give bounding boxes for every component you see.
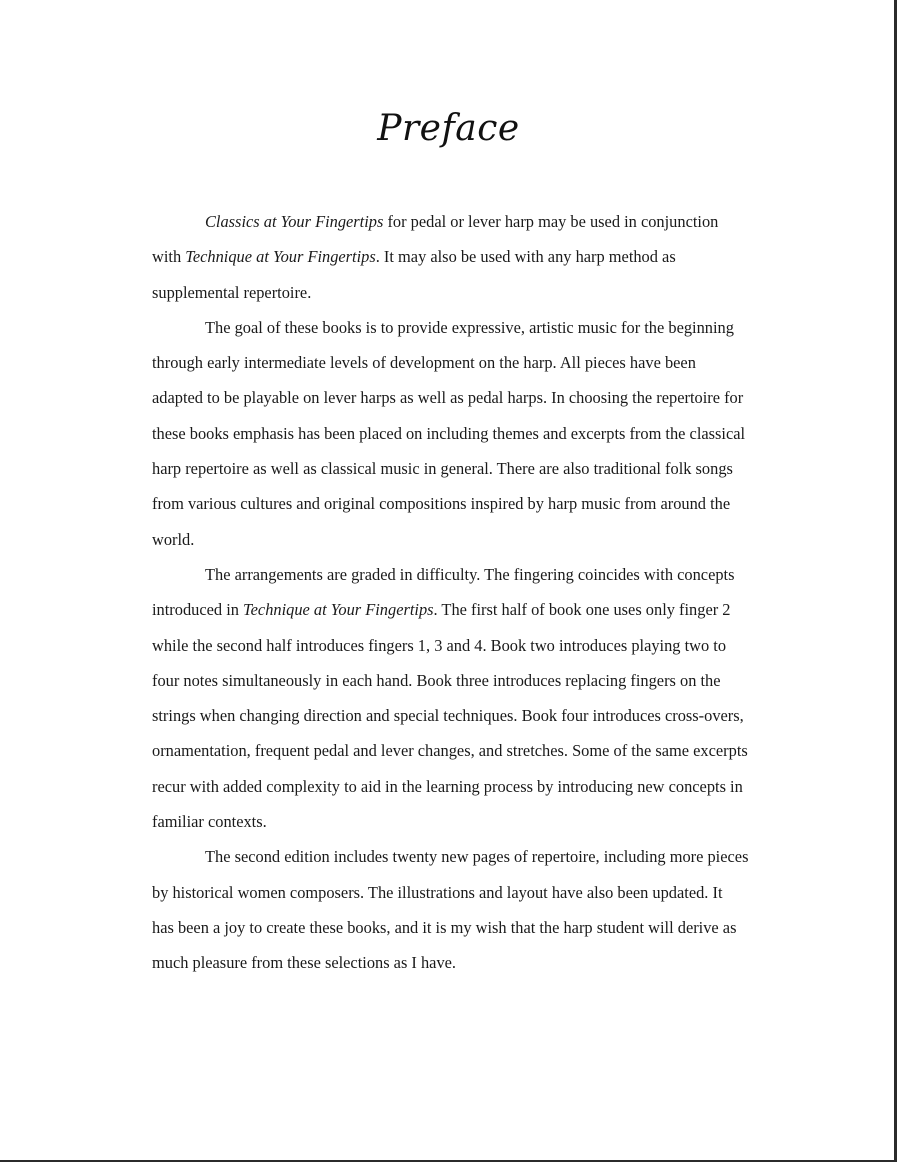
text-line xyxy=(152,416,802,451)
text-run: . The first half of book one uses only finger 2 xyxy=(433,600,731,620)
text-line xyxy=(152,239,802,274)
text-line xyxy=(152,204,802,239)
text-run: . It may also be used with any harp method as xyxy=(375,247,676,267)
text-line xyxy=(152,557,802,592)
text-line xyxy=(152,698,802,733)
paragraph xyxy=(152,204,802,310)
text-line xyxy=(152,769,802,804)
text-line xyxy=(152,345,802,380)
text-run: through early intermediate levels of development on the harp. All pieces have been xyxy=(152,353,696,373)
text-line xyxy=(152,839,802,874)
text-run: strings when changing direction and special techniques. Book four introduces cross-overs, xyxy=(152,706,744,726)
text-run: these books emphasis has been placed on including themes and excerpts from the classical xyxy=(152,423,746,443)
text-line xyxy=(152,522,802,557)
text-run: much pleasure from these selections as I have. xyxy=(152,953,457,973)
text-run: harp repertoire as well as classical music in general. There are also traditional folk songs xyxy=(152,459,733,479)
text-line xyxy=(152,804,802,839)
text-run: The arrangements are graded in difficulty. The fingering coincides with concepts xyxy=(205,564,735,584)
document-body xyxy=(152,204,802,981)
text-line xyxy=(152,310,802,345)
text-run: supplemental repertoire. xyxy=(152,282,312,302)
book-title-italic: Technique at Your Fingertips xyxy=(185,247,376,267)
text-line xyxy=(152,733,802,768)
text-run: by historical women composers. The illustrations and layout have also been updated. It xyxy=(152,882,723,902)
text-run: with xyxy=(152,247,186,267)
text-run: familiar contexts. xyxy=(152,812,267,832)
text-line xyxy=(152,628,802,663)
text-line xyxy=(152,486,802,521)
text-run: has been a joy to create these books, and it is my wish that the harp student will derive as xyxy=(152,917,737,937)
text-line xyxy=(152,380,802,415)
text-run: world. xyxy=(152,529,195,549)
text-run: for pedal or lever harp may be used in conjunction xyxy=(383,212,719,231)
text-line xyxy=(152,592,802,627)
book-title-italic: Technique at Your Fingertips xyxy=(243,600,434,620)
book-title-italic: Classics at Your Fingertips xyxy=(205,212,384,231)
text-line xyxy=(152,275,802,310)
text-line xyxy=(152,945,802,980)
text-run: ornamentation, frequent pedal and lever changes, and stretches. Some of the same excerpts xyxy=(152,741,748,761)
text-run: introduced in xyxy=(152,600,244,620)
text-run: four notes simultaneously in each hand. Book three introduces replacing fingers on the xyxy=(152,670,721,690)
text-line xyxy=(152,451,802,486)
text-line xyxy=(152,663,802,698)
text-line xyxy=(152,875,802,910)
text-run: from various cultures and original compositions inspired by harp music from around the xyxy=(152,494,731,514)
paragraph xyxy=(152,310,802,557)
paragraph xyxy=(152,839,802,980)
text-line xyxy=(152,910,802,945)
text-run: recur with added complexity to aid in the learning process by introducing new concepts in xyxy=(152,776,743,796)
text-run: The goal of these books is to provide expressive, artistic music for the beginning xyxy=(205,317,734,337)
page-title: Preface xyxy=(377,108,520,149)
text-run: adapted to be playable on lever harps as well as pedal harps. In choosing the repertoire for xyxy=(152,388,744,408)
paragraph xyxy=(152,557,802,839)
text-run: The second edition includes twenty new pages of repertoire, including more pieces xyxy=(205,847,749,867)
text-run: while the second half introduces fingers 1, 3 and 4. Book two introduces playing two to xyxy=(152,635,727,655)
